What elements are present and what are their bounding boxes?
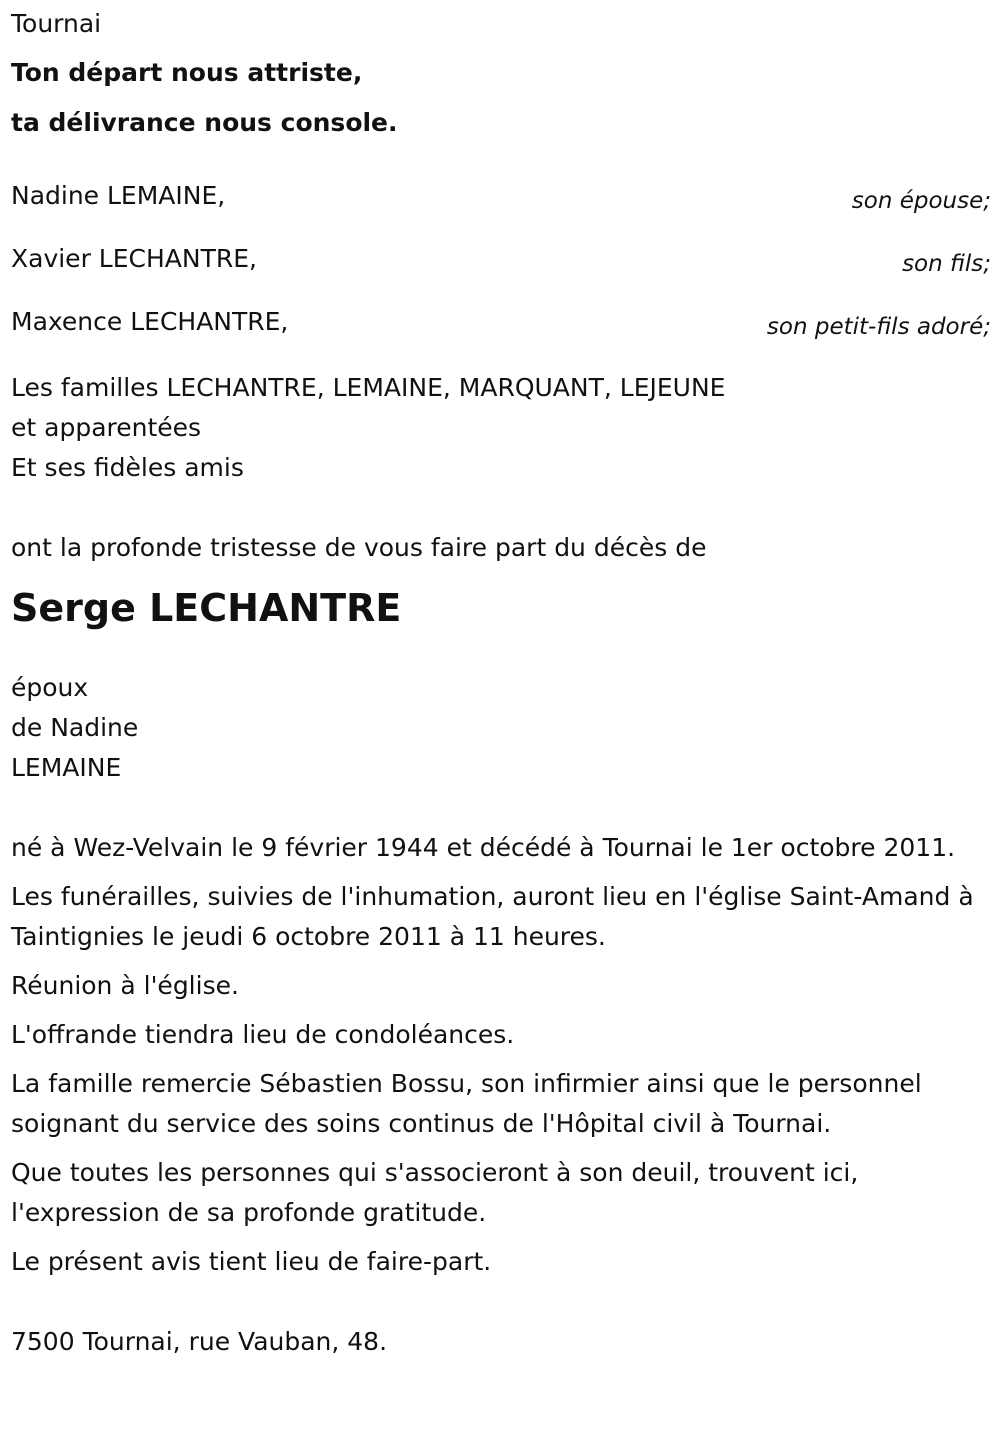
spouse-line-2: de Nadine [11,713,139,742]
thanks-paragraph: La famille remercie Sébastien Bossu, son infirmier ainsi que le personnel soignant du service des soins continus de l'Hôpital civil à Tournai. [11,1069,922,1138]
meeting-paragraph: Réunion à l'église. [11,971,239,1000]
notice-paragraph: Le présent avis tient lieu de faire-part. [11,1247,492,1276]
relative-role: son fils; [902,251,991,277]
funeral-paragraph: Les funérailles, suivies de l'inhumation, auront lieu en l'église Saint-Amand à Taintignies le jeudi 6 octobre 2011 à 11 heures. [11,882,974,951]
relative-item [11,239,991,302]
relative-item [11,302,991,365]
families-line-3: Et ses fidèles amis [11,453,244,482]
offering-paragraph: L'offrande tiendra lieu de condoléances. [11,1020,515,1049]
obituary-notice [11,4,991,1362]
details-block [11,828,991,1282]
families-line-1: Les familles LECHANTRE, LEMAINE, MARQUANT, LEJEUNE [11,373,726,402]
relative-role: son épouse; [851,188,991,214]
deceased-name: Serge LECHANTRE [11,586,402,630]
relative-name: Xavier LECHANTRE, [11,244,257,273]
spouse-line-1: époux [11,673,89,702]
relative-name: Nadine LEMAINE, [11,181,226,210]
verse-line-2: ta délivrance nous console. [11,108,398,137]
relatives-list [11,176,991,365]
gratitude-paragraph: Que toutes les personnes qui s'associeront à son deuil, trouvent ici, l'expression de sa profonde gratitude. [11,1158,859,1227]
families-block [11,368,991,488]
relative-role: son petit-fils adoré; [766,314,991,340]
relative-name: Maxence LECHANTRE, [11,307,289,336]
spouse-block [11,668,991,788]
address: 7500 Tournai, rue Vauban, 48. [11,1327,388,1356]
spouse-line-3: LEMAINE [11,753,122,782]
birth-death-paragraph: né à Wez-Velvain le 9 février 1944 et décédé à Tournai le 1er octobre 2011. [11,833,956,862]
verse [11,48,991,148]
spacer [11,488,991,528]
families-line-2: et apparentées [11,413,202,442]
verse-line-1: Ton départ nous attriste, [11,58,363,87]
relative-item [11,176,991,239]
city-heading: Tournai [11,9,102,38]
announcement-text: ont la profonde tristesse de vous faire part du décès de [11,533,707,562]
